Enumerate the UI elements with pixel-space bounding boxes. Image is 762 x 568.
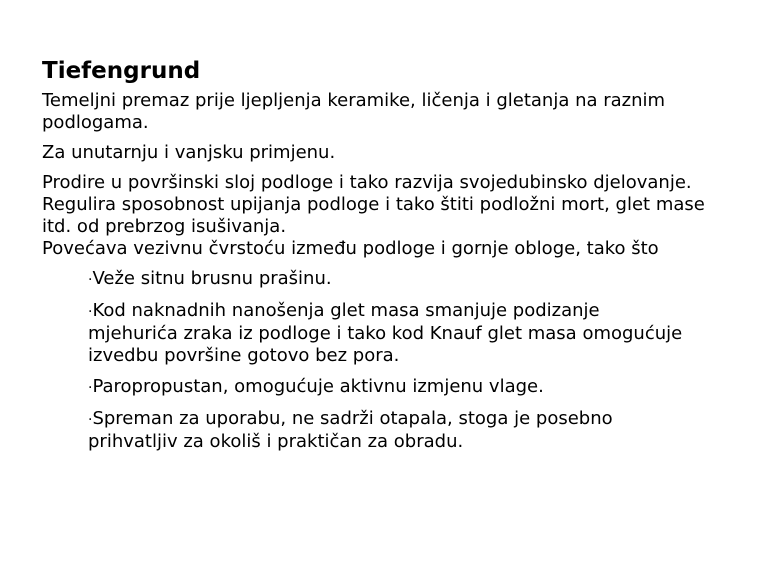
- list-item: [88, 408, 688, 453]
- bullet-marker: ·: [88, 380, 93, 396]
- list-item-text: Veže sitnu brusnu prašinu.: [92, 268, 332, 289]
- paragraph-penetration: Prodire u površinski sloj podloge i tako razvija svojedubinsko djelovanje.: [42, 172, 692, 193]
- paragraph-absorption: Regulira sposobnost upijanja podloge i tako štiti podložni mort, glet mase itd. od prebrzog isušivanja.: [42, 194, 705, 237]
- list-item-text: Spreman za uporabu, ne sadrži otapala, stoga je posebno prihvatljiv za okoliš i praktičan za obradu.: [88, 408, 613, 452]
- document-title: Tiefengrund: [42, 58, 201, 84]
- list-item-text: Paropropustan, omogućuje aktivnu izmjenu vlage.: [92, 376, 544, 397]
- bullet-marker: ·: [88, 304, 93, 320]
- list-item: [88, 376, 688, 399]
- bullet-marker: ·: [88, 412, 93, 428]
- document-page: [42, 56, 732, 462]
- paragraph-adhesion: Povećava vezivnu čvrstoću između podloge i gornje obloge, tako što: [42, 238, 659, 259]
- list-item: [88, 300, 688, 367]
- feature-list: [42, 268, 732, 453]
- paragraph-usage: Za unutarnju i vanjsku primjenu.: [42, 142, 336, 163]
- paragraph-intro: Temeljni premaz prije ljepljenja keramike, ličenja i gletanja na raznim podlogama.: [42, 90, 666, 133]
- bullet-marker: ·: [88, 272, 93, 288]
- list-item-text: Kod naknadnih nanošenja glet masa smanjuje podizanje mjehurića zraka iz podloge i tako kod Knauf glet masa omogućuje izvedbu površine gotovo bez pora.: [88, 300, 683, 366]
- list-item: [88, 268, 688, 291]
